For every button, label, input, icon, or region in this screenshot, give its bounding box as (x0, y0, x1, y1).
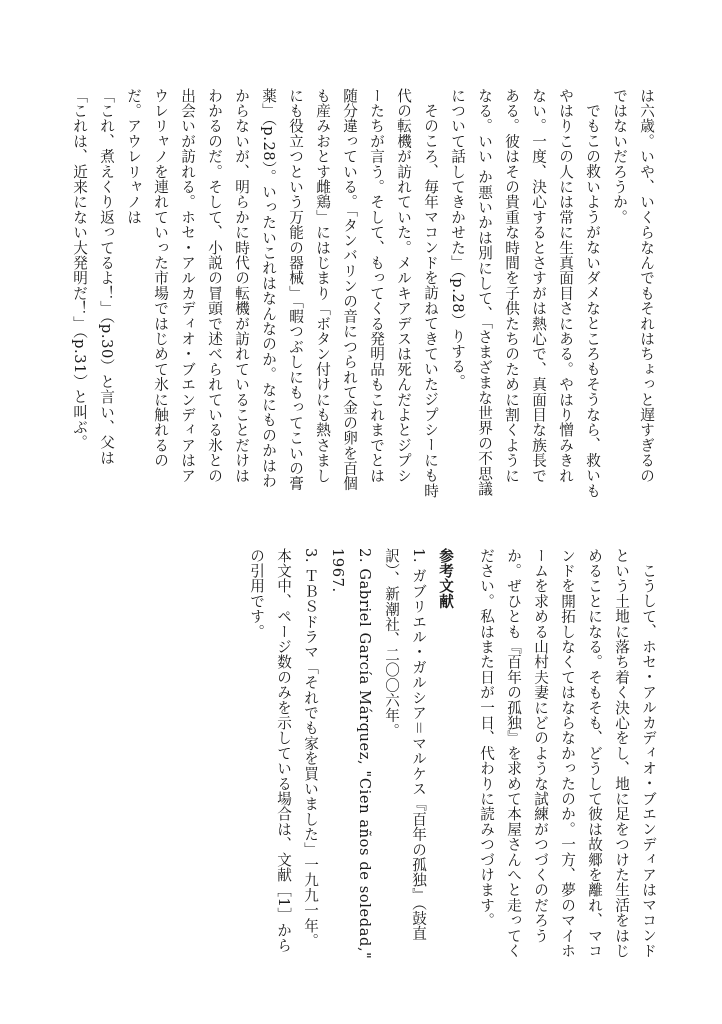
reference-item-3: 3. ＴＢＳドラマ「それでも家を買いました」一九九一年。 (302, 548, 319, 949)
reference-note: 本文中、ページ数のみを示している場合は、文献［1］からの引用です。 (248, 548, 292, 954)
references-heading: 参考文献 (437, 548, 454, 609)
lower-text-block (222, 548, 662, 968)
quote-2: 「これは、近来にない大発明だ！」（p.31）と叫ぶ。 (71, 88, 88, 451)
reference-item-1: 1. ガブリエル・ガルシア＝マルケス『百年の孤独』（鼓直訳）、新潮社、二〇〇六年。 (383, 548, 427, 942)
upper-text-block (71, 88, 660, 498)
paragraph-3: そのころ、毎年マコンドを訪ねてきていたジプシーにも時代の転機が訪れていた。メルキアデスは死んだよとジプシーたちが言う。そして、もってくる発明品もこれまでとは随分違っている。「タンバリンの音につられて金の卵を百個も産みおとす雌鶏」にはじまり「ボタン付けにも熱さましにも役立つという万能の器械」「暇つぶしにもってこいの膏薬」（p.28）。いったいこれはなんなのか。なにものかはわからないが、明らかに時代の転機が訪れていることだけはわかるのだ。そして、小説の冒頭で述べられている氷との出会いが訪れる。ホセ・アルカディオ・ブエンディアはアウレリャノを連れていった市場ではじめて氷に触れるのだ。アウレリャノは (125, 88, 439, 498)
paragraph-1: は六歳。いや、いくらなんでもそれはちょっと遅すぎるのではないだろうか。 (611, 88, 655, 484)
paragraph-2: でもこの救いようがないダメなところもそうなら、救いもやはりこの人には常に生真面目さにある。やはり憎みきれない。一度、決心するとさすがは熱心で、真面目な族長である。彼はその貴重な時間を子供たちのために割くようになる。いい か悪いかは別にして、「さまざまな世界の不思議について話してきかせた」（p.28）りする。 (449, 88, 601, 498)
quote-1: 「これ、煮えくり返ってるよ！」（p.30）と言い、父は (98, 88, 115, 466)
reference-item-2: 2. Gabriel García Márquez, "Cien años de soledad," 1967. (329, 548, 373, 960)
closing-paragraph: こうして、ホセ・アルカディオ・ブエンディアはマコンドという土地に落ち着く決心をし、地に足をつけた生活をはじめることになる。そもそも、どうして彼は故郷を離れ、マコンドを開拓しなくてはならなかったのか。一方、夢のマイホームを求める山村夫妻にどのような試練がつづくのだろうか。ぜひとも『百年の孤独』を求めて本屋さんへと走ってください。私はまた日が一日、代わりに読みつづけます。 (478, 548, 657, 959)
